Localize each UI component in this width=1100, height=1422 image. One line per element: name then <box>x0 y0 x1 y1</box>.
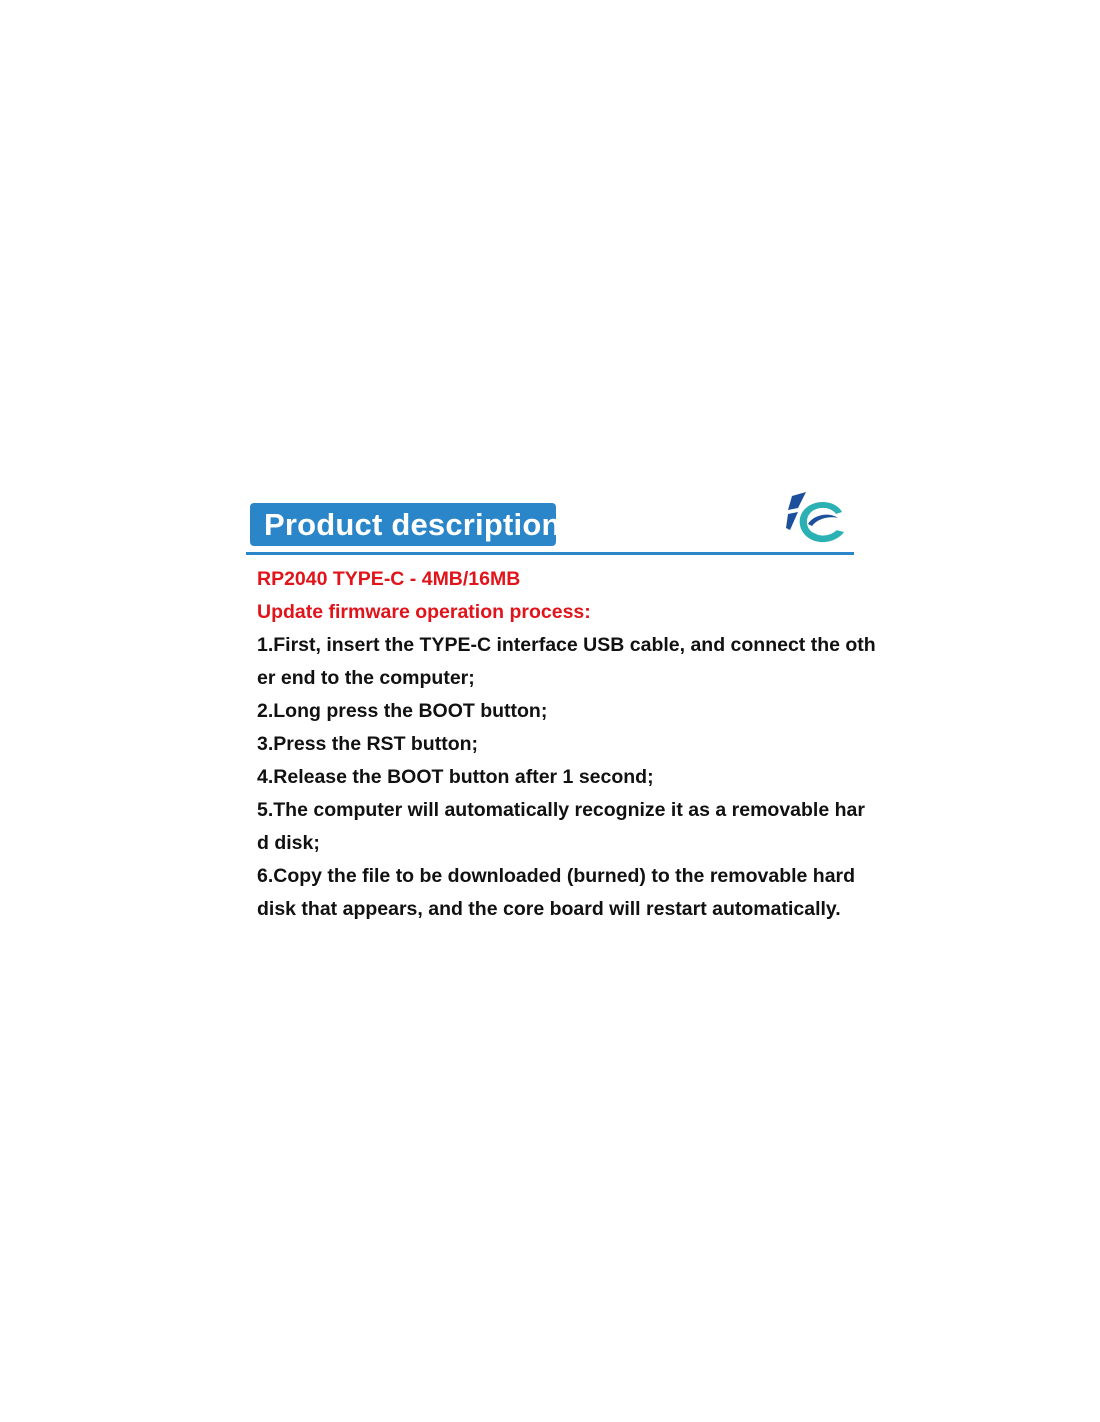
step-line: er end to the computer; <box>257 667 475 689</box>
step-line: d disk; <box>257 832 320 854</box>
model-heading: RP2040 TYPE-C - 4MB/16MB <box>257 568 521 590</box>
step-line: 2.Long press the BOOT button; <box>257 700 548 722</box>
step-line: 1.First, insert the TYPE-C interface USB cable, and connect the oth <box>257 634 876 656</box>
step-line: 3.Press the RST button; <box>257 733 479 755</box>
step-line: 5.The computer will automatically recognize it as a removable har <box>257 799 865 821</box>
header-banner <box>250 503 561 546</box>
description-body <box>257 563 876 926</box>
header-divider <box>246 552 854 555</box>
step-line: 4.Release the BOOT button after 1 second; <box>257 766 654 788</box>
step-line: disk that appears, and the core board will restart automatically. <box>257 898 841 920</box>
brand-c-logo-icon <box>784 490 848 548</box>
page-title: Product description <box>264 506 561 542</box>
process-heading: Update firmware operation process: <box>257 601 591 623</box>
step-line: 6.Copy the file to be downloaded (burned) to the removable hard <box>257 865 856 887</box>
